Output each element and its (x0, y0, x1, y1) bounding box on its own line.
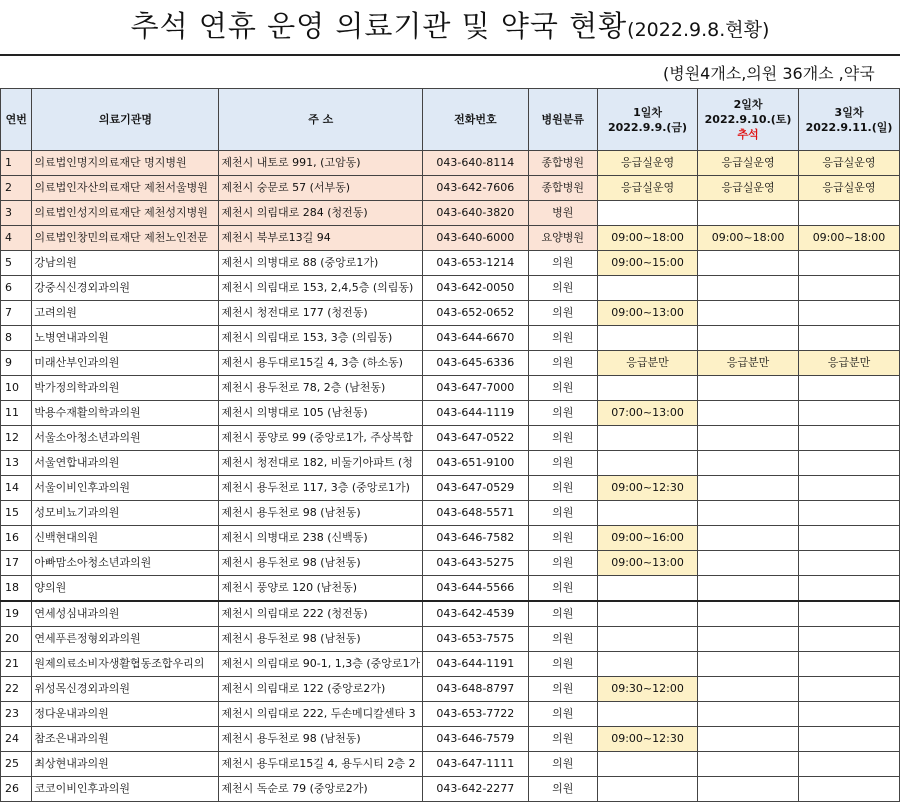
cell-num: 5 (1, 251, 32, 276)
cell-day2 (698, 601, 799, 627)
cell-category: 의원 (528, 627, 597, 652)
table-header-row (1, 89, 900, 151)
cell-name: 원제의료소비자생활협동조합우리의 (32, 652, 219, 677)
cell-name: 위성목신경외과의원 (32, 677, 219, 702)
cell-day2 (698, 576, 799, 602)
cell-num: 26 (1, 777, 32, 802)
table-row (1, 401, 900, 426)
cell-day1 (597, 501, 697, 526)
cell-num: 17 (1, 551, 32, 576)
cell-day3 (799, 551, 900, 576)
cell-day1: 07:00~13:00 (597, 401, 697, 426)
cell-num: 20 (1, 627, 32, 652)
cell-category: 의원 (528, 526, 597, 551)
table-row (1, 526, 900, 551)
cell-phone: 043-644-5566 (423, 576, 528, 602)
cell-name: 의료법인자산의료재단 제천서울병원 (32, 176, 219, 201)
cell-phone: 043-651-9100 (423, 451, 528, 476)
cell-num: 4 (1, 226, 32, 251)
header-day1 (597, 89, 697, 151)
header-name: 의료기관명 (32, 89, 219, 151)
cell-day1: 09:00~16:00 (597, 526, 697, 551)
table-row (1, 576, 900, 602)
cell-name: 강남의원 (32, 251, 219, 276)
header-day3 (799, 89, 900, 151)
cell-address: 제천시 청전대로 177 (청전동) (219, 301, 423, 326)
table-row (1, 677, 900, 702)
cell-num: 2 (1, 176, 32, 201)
cell-category: 의원 (528, 451, 597, 476)
table-row (1, 201, 900, 226)
cell-day3: 응급분만 (799, 351, 900, 376)
cell-name: 아빠맘소아청소년과의원 (32, 551, 219, 576)
cell-day2 (698, 652, 799, 677)
cell-day3 (799, 576, 900, 602)
cell-day2 (698, 301, 799, 326)
cell-phone: 043-647-0522 (423, 426, 528, 451)
cell-num: 15 (1, 501, 32, 526)
cell-day2 (698, 276, 799, 301)
cell-day3 (799, 727, 900, 752)
cell-address: 제천시 용두천로 98 (남천동) (219, 501, 423, 526)
cell-address: 제천시 의병대로 105 (남천동) (219, 401, 423, 426)
cell-day2 (698, 752, 799, 777)
table-row (1, 151, 900, 176)
cell-category: 의원 (528, 752, 597, 777)
cell-name: 박용수재활의학과의원 (32, 401, 219, 426)
cell-address: 제천시 의림대로 222 (청전동) (219, 601, 423, 627)
cell-day3 (799, 251, 900, 276)
table-body (1, 151, 900, 802)
cell-name: 연세푸른정형외과의원 (32, 627, 219, 652)
cell-address: 제천시 숭문로 57 (서부동) (219, 176, 423, 201)
cell-num: 3 (1, 201, 32, 226)
header-tel: 전화번호 (423, 89, 528, 151)
cell-day1 (597, 702, 697, 727)
table-row (1, 777, 900, 802)
table-row (1, 226, 900, 251)
cell-day1 (597, 201, 697, 226)
cell-category: 의원 (528, 401, 597, 426)
table-row (1, 702, 900, 727)
cell-day3: 응급실운영 (799, 151, 900, 176)
cell-day3: 응급실운영 (799, 176, 900, 201)
cell-day3 (799, 301, 900, 326)
cell-name: 미래산부인과의원 (32, 351, 219, 376)
cell-phone: 043-640-8114 (423, 151, 528, 176)
cell-category: 의원 (528, 326, 597, 351)
cell-day2 (698, 677, 799, 702)
cell-day2 (698, 551, 799, 576)
table-row (1, 752, 900, 777)
table-row (1, 727, 900, 752)
cell-day1 (597, 451, 697, 476)
cell-day2 (698, 326, 799, 351)
header-day1-label: 1일차 (633, 105, 662, 119)
table-row (1, 451, 900, 476)
cell-name: 의료법인성지의료재단 제천성지병원 (32, 201, 219, 226)
cell-address: 제천시 용두천로 117, 3층 (중앙로1가) (219, 476, 423, 501)
page-title (0, 2, 900, 50)
cell-day1: 09:00~13:00 (597, 551, 697, 576)
cell-num: 18 (1, 576, 32, 602)
cell-day3 (799, 677, 900, 702)
cell-name: 최상현내과의원 (32, 752, 219, 777)
cell-day3 (799, 777, 900, 802)
cell-num: 21 (1, 652, 32, 677)
cell-day1: 09:30~12:00 (597, 677, 697, 702)
cell-num: 10 (1, 376, 32, 401)
cell-num: 7 (1, 301, 32, 326)
table-row (1, 476, 900, 501)
cell-name: 성모비뇨기과의원 (32, 501, 219, 526)
header-day2-holiday: 추석 (737, 128, 759, 141)
header-day2-date: 2022.9.10.(토) (704, 113, 792, 126)
cell-day3 (799, 201, 900, 226)
cell-phone: 043-645-6336 (423, 351, 528, 376)
cell-day1: 09:00~13:00 (597, 301, 697, 326)
table-row (1, 652, 900, 677)
header-cat: 병원분류 (528, 89, 597, 151)
cell-category: 의원 (528, 476, 597, 501)
cell-category: 의원 (528, 601, 597, 627)
cell-day3 (799, 526, 900, 551)
cell-phone: 043-640-6000 (423, 226, 528, 251)
cell-address: 제천시 의림대로 222, 두손메디칼센타 3 (219, 702, 423, 727)
cell-name: 참조은내과의원 (32, 727, 219, 752)
cell-phone: 043-644-1119 (423, 401, 528, 426)
header-day2 (698, 89, 799, 151)
cell-address: 제천시 청전대로 182, 비둘기아파트 (청 (219, 451, 423, 476)
cell-address: 제천시 풍양로 120 (남천동) (219, 576, 423, 602)
cell-category: 종합병원 (528, 176, 597, 201)
cell-category: 의원 (528, 576, 597, 602)
cell-day2 (698, 401, 799, 426)
cell-category: 의원 (528, 551, 597, 576)
cell-day1 (597, 752, 697, 777)
cell-num: 19 (1, 601, 32, 627)
cell-category: 의원 (528, 376, 597, 401)
cell-day2 (698, 426, 799, 451)
cell-day2 (698, 376, 799, 401)
cell-name: 의료법인명지의료재단 명지병원 (32, 151, 219, 176)
cell-phone: 043-648-5571 (423, 501, 528, 526)
cell-address: 제천시 용두대로15길 4, 3층 (하소동) (219, 351, 423, 376)
cell-num: 23 (1, 702, 32, 727)
cell-num: 9 (1, 351, 32, 376)
cell-day2 (698, 251, 799, 276)
cell-day1: 09:00~12:30 (597, 476, 697, 501)
cell-day2 (698, 476, 799, 501)
cell-category: 의원 (528, 777, 597, 802)
cell-num: 1 (1, 151, 32, 176)
cell-name: 연세성심내과의원 (32, 601, 219, 627)
cell-day3 (799, 627, 900, 652)
cell-day1 (597, 426, 697, 451)
cell-name: 서울이비인후과의원 (32, 476, 219, 501)
cell-address: 제천시 의림대로 153, 3층 (의림동) (219, 326, 423, 351)
cell-day2 (698, 501, 799, 526)
title-date: (2022.9.8.현황) (627, 19, 770, 41)
table-row (1, 376, 900, 401)
cell-num: 12 (1, 426, 32, 451)
cell-num: 6 (1, 276, 32, 301)
table-row (1, 601, 900, 627)
cell-day3 (799, 752, 900, 777)
cell-phone: 043-646-7582 (423, 526, 528, 551)
cell-address: 제천시 내토로 991, (고암동) (219, 151, 423, 176)
cell-category: 의원 (528, 501, 597, 526)
cell-day2: 응급실운영 (698, 176, 799, 201)
header-day3-date: 2022.9.11.(일) (805, 120, 893, 134)
cell-day1 (597, 576, 697, 602)
cell-day1 (597, 376, 697, 401)
cell-num: 24 (1, 727, 32, 752)
cell-day1 (597, 601, 697, 627)
cell-day3 (799, 601, 900, 627)
cell-phone: 043-653-7722 (423, 702, 528, 727)
cell-address: 제천시 의림대로 153, 2,4,5층 (의림동) (219, 276, 423, 301)
table-row (1, 326, 900, 351)
cell-category: 의원 (528, 276, 597, 301)
cell-category: 요양병원 (528, 226, 597, 251)
header-day2-label: 2일차 (733, 98, 763, 111)
cell-phone: 043-640-3820 (423, 201, 528, 226)
cell-name: 정다운내과의원 (32, 702, 219, 727)
title-main: 추석 연휴 운영 의료기관 및 약국 현황 (130, 9, 628, 43)
cell-address: 제천시 의병대로 238 (신백동) (219, 526, 423, 551)
cell-num: 25 (1, 752, 32, 777)
cell-num: 14 (1, 476, 32, 501)
cell-phone: 043-642-0050 (423, 276, 528, 301)
cell-num: 13 (1, 451, 32, 476)
cell-category: 의원 (528, 426, 597, 451)
cell-day3 (799, 426, 900, 451)
cell-day3 (799, 501, 900, 526)
cell-day1: 응급실운영 (597, 176, 697, 201)
cell-day1: 응급분만 (597, 351, 697, 376)
cell-address: 제천시 용두천로 78, 2층 (남천동) (219, 376, 423, 401)
cell-address: 제천시 의림대로 284 (청전동) (219, 201, 423, 226)
cell-address: 제천시 용두대로15길 4, 용두시티 2층 2 (219, 752, 423, 777)
cell-day1: 09:00~12:30 (597, 727, 697, 752)
cell-day3 (799, 652, 900, 677)
cell-phone: 043-647-1111 (423, 752, 528, 777)
cell-day2: 응급분만 (698, 351, 799, 376)
cell-phone: 043-652-0652 (423, 301, 528, 326)
cell-day3 (799, 476, 900, 501)
table-row (1, 176, 900, 201)
cell-name: 강중식신경외과의원 (32, 276, 219, 301)
cell-address: 제천시 독순로 79 (중앙로2가) (219, 777, 423, 802)
cell-day2: 응급실운영 (698, 151, 799, 176)
cell-day3 (799, 376, 900, 401)
facility-summary: (병원4개소,의원 36개소 ,약국 (663, 64, 875, 83)
cell-phone: 043-642-4539 (423, 601, 528, 627)
cell-day3 (799, 326, 900, 351)
cell-category: 의원 (528, 301, 597, 326)
cell-address: 제천시 용두천로 98 (남천동) (219, 727, 423, 752)
cell-category: 의원 (528, 727, 597, 752)
cell-phone: 043-642-7606 (423, 176, 528, 201)
cell-name: 박가정의학과의원 (32, 376, 219, 401)
cell-phone: 043-644-6670 (423, 326, 528, 351)
cell-phone: 043-647-7000 (423, 376, 528, 401)
cell-day1 (597, 276, 697, 301)
cell-address: 제천시 북부로13길 94 (219, 226, 423, 251)
cell-day3 (799, 702, 900, 727)
cell-phone: 043-642-2277 (423, 777, 528, 802)
cell-phone: 043-647-0529 (423, 476, 528, 501)
cell-category: 종합병원 (528, 151, 597, 176)
cell-day3 (799, 276, 900, 301)
cell-category: 병원 (528, 201, 597, 226)
cell-address: 제천시 의림대로 122 (중앙로2가) (219, 677, 423, 702)
cell-day1 (597, 627, 697, 652)
facility-table (0, 88, 900, 802)
cell-category: 의원 (528, 251, 597, 276)
cell-day3 (799, 451, 900, 476)
cell-name: 고려의원 (32, 301, 219, 326)
title-divider (0, 54, 900, 56)
header-day1-date: 2022.9.9.(금) (607, 120, 688, 134)
cell-address: 제천시 풍양로 99 (중앙로1가, 주상복합 (219, 426, 423, 451)
cell-name: 노병연내과의원 (32, 326, 219, 351)
cell-category: 의원 (528, 351, 597, 376)
cell-category: 의원 (528, 677, 597, 702)
cell-address: 제천시 용두천로 98 (남천동) (219, 627, 423, 652)
cell-name: 코코이비인후과의원 (32, 777, 219, 802)
cell-day3: 09:00~18:00 (799, 226, 900, 251)
table-row (1, 501, 900, 526)
table-row (1, 426, 900, 451)
cell-day2 (698, 627, 799, 652)
cell-phone: 043-653-1214 (423, 251, 528, 276)
cell-phone: 043-643-5275 (423, 551, 528, 576)
table-row (1, 351, 900, 376)
cell-day2 (698, 201, 799, 226)
cell-day2 (698, 451, 799, 476)
cell-num: 11 (1, 401, 32, 426)
cell-day2 (698, 526, 799, 551)
cell-address: 제천시 용두천로 98 (남천동) (219, 551, 423, 576)
table-row (1, 627, 900, 652)
cell-category: 의원 (528, 702, 597, 727)
cell-num: 8 (1, 326, 32, 351)
header-num: 연번 (1, 89, 32, 151)
cell-day1: 응급실운영 (597, 151, 697, 176)
cell-category: 의원 (528, 652, 597, 677)
cell-name: 양의원 (32, 576, 219, 602)
cell-day3 (799, 401, 900, 426)
cell-address: 제천시 의병대로 88 (중앙로1가) (219, 251, 423, 276)
cell-phone: 043-653-7575 (423, 627, 528, 652)
cell-num: 16 (1, 526, 32, 551)
cell-name: 서울소아청소년과의원 (32, 426, 219, 451)
cell-day2: 09:00~18:00 (698, 226, 799, 251)
table-row (1, 551, 900, 576)
cell-address: 제천시 의림대로 90-1, 1,3층 (중앙로1가 (219, 652, 423, 677)
cell-day2 (698, 727, 799, 752)
cell-day1: 09:00~18:00 (597, 226, 697, 251)
cell-day1 (597, 777, 697, 802)
cell-name: 의료법인창민의료재단 제천노인전문 (32, 226, 219, 251)
cell-day1 (597, 326, 697, 351)
cell-day2 (698, 702, 799, 727)
cell-day1 (597, 652, 697, 677)
cell-name: 서울연합내과의원 (32, 451, 219, 476)
header-day3-label: 3일차 (834, 105, 864, 119)
table-row (1, 301, 900, 326)
cell-name: 신백현대의원 (32, 526, 219, 551)
table-row (1, 276, 900, 301)
cell-num: 22 (1, 677, 32, 702)
cell-day1: 09:00~15:00 (597, 251, 697, 276)
table-row (1, 251, 900, 276)
cell-phone: 043-648-8797 (423, 677, 528, 702)
cell-phone: 043-646-7579 (423, 727, 528, 752)
cell-phone: 043-644-1191 (423, 652, 528, 677)
header-addr: 주 소 (219, 89, 423, 151)
cell-day2 (698, 777, 799, 802)
